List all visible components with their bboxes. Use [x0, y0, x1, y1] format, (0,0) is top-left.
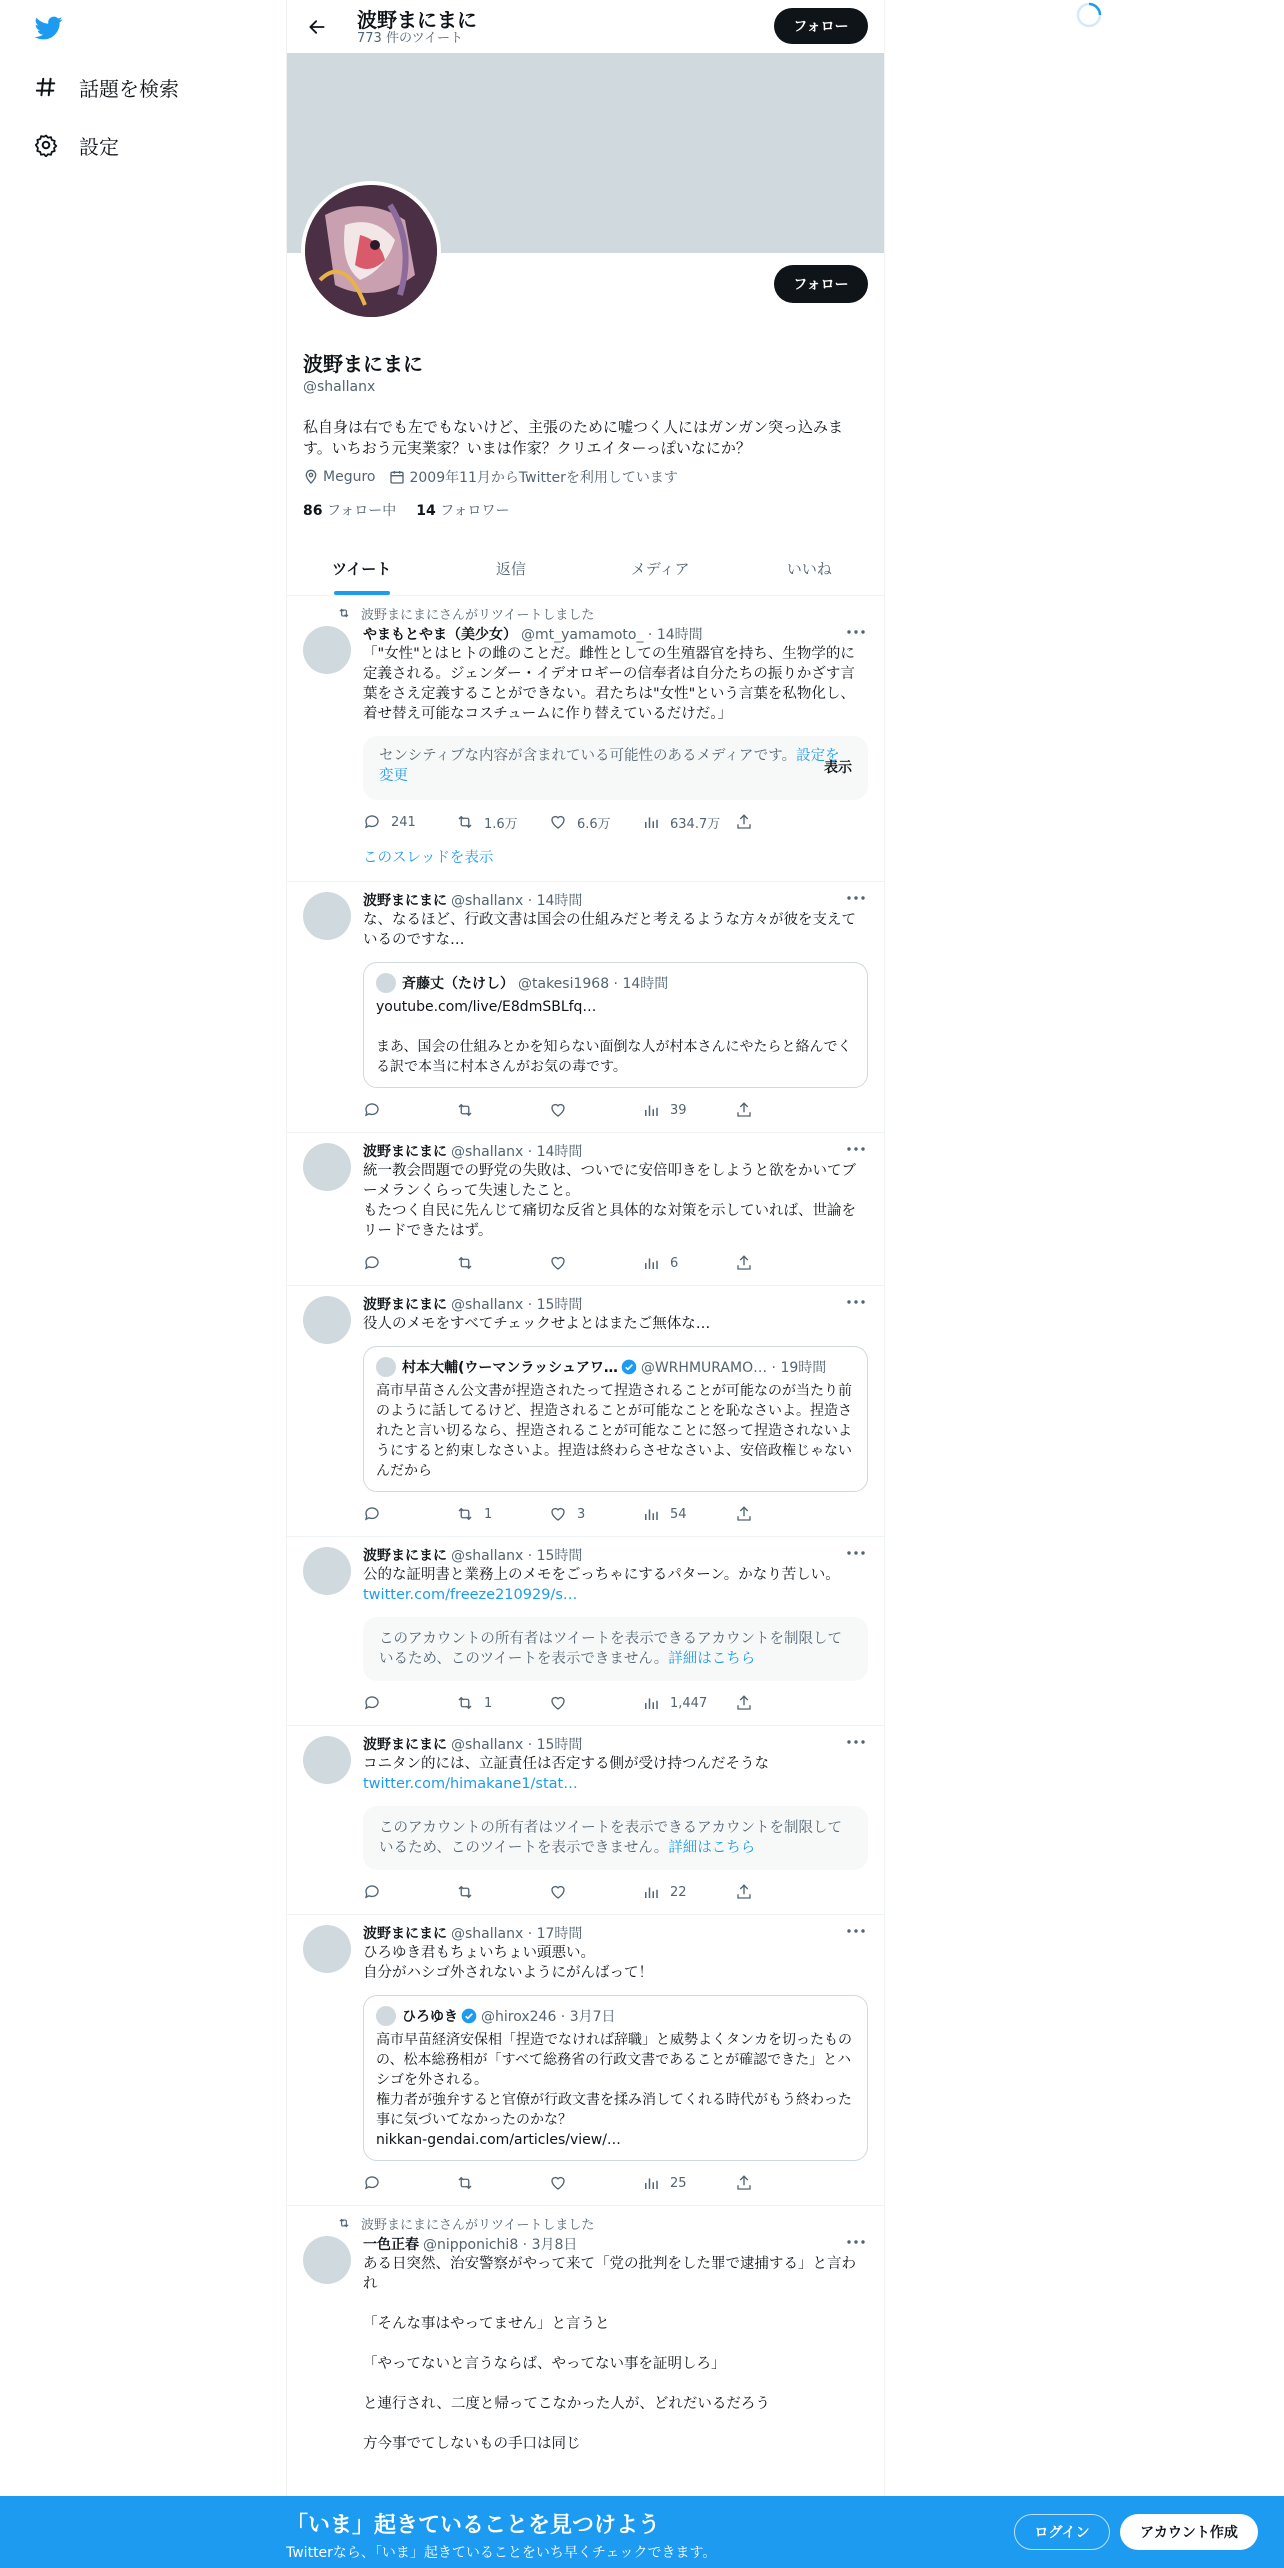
more-dots-icon: [847, 896, 865, 900]
retweet-icon: [337, 606, 351, 620]
share-button[interactable]: [735, 1254, 828, 1272]
like-button[interactable]: [549, 813, 642, 832]
back-button[interactable]: [299, 9, 335, 45]
tweet-author-name[interactable]: 波野まにまに: [363, 1926, 447, 1942]
views-chart-icon: [642, 1101, 660, 1119]
retweet-icon: [456, 2174, 474, 2192]
quote-meta: @WRHMURAMO… · 19時間: [640, 1360, 827, 1376]
share-icon: [735, 2174, 753, 2192]
views-button[interactable]: [642, 1883, 735, 1901]
tab-media[interactable]: メディア: [630, 560, 690, 578]
share-icon: [735, 813, 753, 831]
more-options-button[interactable]: [844, 1732, 868, 1752]
tweet-meta: @mt_yamamoto_ · 14時間: [521, 627, 703, 643]
more-options-button[interactable]: [844, 1921, 868, 1941]
following-label: フォロー中: [326, 503, 397, 519]
sensitive-media-notice: [363, 736, 868, 800]
retweet-icon: [456, 1505, 474, 1523]
tweet-actions: [363, 1088, 868, 1132]
quoted-tweet[interactable]: [363, 962, 868, 1088]
profile-name: 波野まにまに: [303, 352, 423, 376]
more-dots-icon: [847, 1147, 865, 1151]
tweet-avatar[interactable]: [303, 1296, 351, 1344]
reply-button[interactable]: [363, 1694, 456, 1712]
learn-more-link[interactable]: 詳細はこちら: [668, 1651, 756, 1667]
tweet-actions: [363, 800, 868, 844]
following-stat[interactable]: [303, 500, 396, 520]
header-follow-button[interactable]: フォロー: [774, 8, 868, 44]
more-options-button[interactable]: [844, 1139, 868, 1159]
quote-meta: @hirox246 · 3月7日: [481, 2009, 616, 2025]
profile-avatar[interactable]: [301, 181, 441, 321]
views-count: 25: [670, 2175, 687, 2191]
reply-icon: [363, 813, 381, 831]
loading-spinner-icon: [1076, 2, 1102, 28]
tweet[interactable]: [287, 1286, 884, 1537]
tab-replies[interactable]: 返信: [495, 560, 526, 578]
reply-button[interactable]: [363, 813, 456, 831]
tweet[interactable]: [287, 1537, 884, 1726]
change-settings-link[interactable]: 設定を変更: [379, 748, 840, 784]
tweet-author-name[interactable]: 一色正春: [363, 2237, 419, 2253]
quote-text: 高市早苗さん公文書が捏造されたって捏造されることが可能なのが当たり前のように話してるけど、捏造されることが可能なことを恥なさいよ。捏造されたと言い切るなら、捏造されることが可能なことに怒って捏造されないようにすると約束しなさいよ。捏造は終わらさせなさいよ、安倍政権じゃないんだから: [376, 1383, 852, 1479]
tweet[interactable]: [287, 2206, 884, 2454]
profile-joined-text: 2009年11月からTwitterを利用しています: [409, 470, 678, 486]
nav-explore[interactable]: [33, 67, 179, 107]
more-dots-icon: [847, 630, 865, 634]
tweet[interactable]: [287, 1133, 884, 1286]
following-count: 86: [303, 503, 323, 519]
retweet-icon: [456, 813, 474, 831]
tweet-author-name[interactable]: 波野まにまに: [363, 1737, 447, 1753]
tweet-meta: @nipponichi8 · 3月8日: [423, 2237, 578, 2253]
retweeted-by-text: 波野まにまにさんがリツイートしました: [361, 607, 595, 623]
tweet-actions: [363, 1492, 868, 1536]
share-button[interactable]: [735, 1101, 828, 1119]
tweet[interactable]: [287, 1726, 884, 1915]
views-button[interactable]: [642, 1505, 735, 1523]
tweet-avatar[interactable]: [303, 1736, 351, 1784]
gear-icon: [33, 132, 59, 158]
nav-settings-label: 設定: [79, 134, 119, 159]
quote-avatar: [376, 2006, 396, 2026]
like-button[interactable]: [549, 1101, 642, 1119]
more-dots-icon: [847, 1740, 865, 1744]
follow-button[interactable]: フォロー: [774, 265, 868, 303]
hashtag-icon: [33, 74, 59, 100]
share-button[interactable]: [735, 813, 828, 831]
sidebar: [0, 0, 286, 200]
profile-handle: @shallanx: [303, 379, 376, 395]
more-dots-icon: [847, 1551, 865, 1555]
more-options-button[interactable]: [844, 622, 868, 642]
quote-avatar: [376, 973, 396, 993]
location-pin-icon: [303, 469, 319, 485]
retweet-button[interactable]: [456, 1883, 549, 1901]
like-count: 6.6万: [577, 816, 611, 832]
tweet-avatar[interactable]: [303, 892, 351, 940]
tweet-author-name[interactable]: 波野まにまに: [363, 1548, 447, 1564]
unavailable-tweet-notice: [363, 1806, 868, 1870]
tweet-meta: @shallanx · 17時間: [451, 1926, 583, 1942]
tweet-link[interactable]: twitter.com/freeze210929/s…: [363, 1587, 578, 1603]
learn-more-link[interactable]: 詳細はこちら: [668, 1840, 756, 1856]
reply-button[interactable]: [363, 1505, 456, 1523]
reply-icon: [363, 1505, 381, 1523]
nav-settings[interactable]: [33, 125, 119, 165]
quoted-tweet[interactable]: [363, 1346, 868, 1492]
tweet-author-name[interactable]: やまもとやま（美少女）: [363, 627, 517, 643]
followers-stat[interactable]: [416, 500, 509, 520]
heart-icon: [549, 2174, 567, 2192]
retweet-icon: [456, 1883, 474, 1901]
like-button[interactable]: [549, 1505, 642, 1523]
retweet-button[interactable]: [456, 2174, 549, 2192]
quote-text: まあ、国会の仕組みとかを知らない面倒な人が村本さんにやたらと絡んでくる訳で本当に村本さんがお気の毒です。: [376, 1039, 852, 1075]
more-options-button[interactable]: [844, 888, 868, 908]
share-button[interactable]: [735, 1505, 828, 1523]
share-icon: [735, 1254, 753, 1272]
profile-location-text: Meguro: [323, 469, 376, 485]
retweet-count: 1: [484, 1506, 493, 1522]
views-button[interactable]: [642, 1694, 735, 1712]
tweet-avatar[interactable]: [303, 2236, 351, 2284]
share-icon: [735, 1883, 753, 1901]
quote-author-name: 村本大輔(ウーマンラッシュアワ…: [402, 1360, 618, 1376]
views-count: 54: [670, 1506, 687, 1522]
quoted-tweet[interactable]: [363, 1995, 868, 2161]
share-button[interactable]: [735, 2174, 828, 2192]
more-dots-icon: [847, 1929, 865, 1933]
reply-icon: [363, 1694, 381, 1712]
like-count: 3: [577, 1506, 586, 1522]
views-button[interactable]: [642, 2174, 735, 2192]
signup-prompt-title: 「いま」起きていることを見つけよう: [286, 2513, 661, 2538]
like-button[interactable]: [549, 1694, 642, 1712]
login-button[interactable]: ログイン: [1014, 2514, 1110, 2550]
profile-column: [286, 0, 885, 2568]
like-button[interactable]: [549, 2174, 642, 2192]
tweet[interactable]: [287, 882, 884, 1133]
retweet-count: 1: [484, 1695, 493, 1711]
views-count: 1,447: [670, 1695, 708, 1711]
profile-tabs: [287, 542, 884, 596]
retweet-icon: [456, 1694, 474, 1712]
retweet-button[interactable]: [456, 1101, 549, 1119]
profile-header-bar: [287, 0, 884, 53]
show-media-button[interactable]: 表示: [824, 760, 852, 776]
followers-count: 14: [416, 503, 436, 519]
retweet-indicator: [337, 2214, 868, 2232]
show-thread-link[interactable]: このスレッドを表示: [363, 850, 494, 866]
retweet-button[interactable]: [456, 1254, 549, 1272]
tweet-text: 統一教会問題での野党の失敗は、ついでに安倍叩きをしようと欲をかいてブーメランくらって失速したこと。 もたつく自民に先んじて痛切な反省と具体的な対策を示していれば、世論をリードできたはず。: [363, 1163, 856, 1239]
tweet-text: ひろゆき君もちょいちょい頭悪い。 自分がハシゴ外されないようにがんばって！: [363, 1945, 653, 1981]
reply-button[interactable]: [363, 1101, 456, 1119]
calendar-icon: [389, 469, 405, 485]
views-button[interactable]: [642, 813, 735, 832]
followers-label: フォロワー: [440, 503, 510, 519]
tweet-text: な、なるほど、行政文書は国会の仕組みだと考えるような方々が彼を支えているのですな…: [363, 912, 856, 948]
views-count: 39: [670, 1102, 687, 1118]
more-dots-icon: [847, 1300, 865, 1304]
unavailable-tweet-notice: [363, 1617, 868, 1681]
header-profile-name: 波野まにまに: [357, 7, 477, 32]
reply-icon: [363, 1101, 381, 1119]
tweet-avatar[interactable]: [303, 1547, 351, 1595]
verified-badge-icon: [621, 1359, 637, 1375]
reply-button[interactable]: [363, 1254, 456, 1272]
share-icon: [735, 1101, 753, 1119]
views-chart-icon: [642, 1694, 660, 1712]
tab-tweets[interactable]: ツイート: [287, 542, 436, 595]
heart-icon: [549, 1101, 567, 1119]
reply-button[interactable]: [363, 1883, 456, 1901]
tweet-author-name[interactable]: 波野まにまに: [363, 1297, 447, 1313]
more-options-button[interactable]: [844, 1292, 868, 1312]
quote-avatar: [376, 1357, 396, 1377]
quote-author-name: 斉藤丈（たけし）: [402, 976, 514, 992]
retweet-button[interactable]: [456, 1694, 549, 1712]
tweet-actions: [363, 2161, 868, 2205]
profile-location: [303, 469, 375, 485]
like-button[interactable]: [549, 1883, 642, 1901]
views-chart-icon: [642, 813, 660, 831]
reply-icon: [363, 2174, 381, 2192]
reply-icon: [363, 1254, 381, 1272]
verified-badge-icon: [461, 2008, 477, 2024]
tweet[interactable]: [287, 596, 884, 882]
retweet-indicator: [337, 604, 868, 622]
retweet-icon: [337, 2216, 351, 2230]
views-count: 634.7万: [670, 816, 721, 832]
views-chart-icon: [642, 1883, 660, 1901]
tweet-meta: @shallanx · 15時間: [451, 1737, 583, 1753]
more-options-button[interactable]: [844, 2232, 868, 2252]
tweet-text: ある日突然、治安警察がやって来て「党の批判をした罪で逮捕する」と言われ 「そんな事はやってません」と言うと 「やってないと言うならば、やってない事を証明しろ」 と連行され、二度と帰ってこなかった人が、どれだいるだろう 方今事でてしないもの手口は同じ: [363, 2256, 856, 2452]
quote-link[interactable]: youtube.com/live/E8dmSBLfq…: [376, 999, 597, 1015]
heart-icon: [549, 1505, 567, 1523]
quote-text: 高市早苗経済安保相「捏造でなければ辞職」と威勢よくタンカを切ったものの、松本総務相が「すべて総務省の行政文書であることが確認できた」とハシゴを外される。 権力者が強弁すると官僚が行政文書を揉み消してくれる時代がもう終わった事に気づいてなかったのかな？ nikkan-gendai.com/articles/view/…: [376, 2032, 852, 2148]
views-button[interactable]: [642, 1254, 735, 1272]
tweet-text: コニタン的には、立証責任は否定する側が受け持つんだそうな: [363, 1756, 769, 1772]
retweet-icon: [456, 1254, 474, 1272]
tweet-text: 公的な証明書と業務上のメモをごっちゃにするパターン。かなり苦しい。: [363, 1567, 840, 1583]
views-button[interactable]: [642, 1101, 735, 1119]
tweet-author-name[interactable]: 波野まにまに: [363, 893, 447, 909]
tweet-actions: [363, 1870, 868, 1914]
tweet-actions: [363, 1241, 868, 1285]
quote-meta: @takesi1968 · 14時間: [518, 976, 669, 992]
retweet-count: 1.6万: [484, 816, 518, 832]
profile-joined: [389, 467, 677, 487]
signup-prompt-subtitle: Twitterなら、「いま」起きていることをいち早くチェックできます。: [286, 2545, 717, 2561]
retweet-icon: [456, 1101, 474, 1119]
share-button[interactable]: [735, 1694, 828, 1712]
views-chart-icon: [642, 1505, 660, 1523]
views-chart-icon: [642, 2174, 660, 2192]
retweet-button[interactable]: [456, 813, 549, 832]
tweet[interactable]: [287, 1915, 884, 2206]
sensitive-text: センシティブな内容が含まれている可能性のあるメディアです。: [379, 748, 797, 764]
heart-icon: [549, 1883, 567, 1901]
tab-likes[interactable]: いいね: [786, 560, 832, 578]
tweet-meta: @shallanx · 14時間: [451, 893, 583, 909]
nav-explore-label: 話題を検索: [79, 76, 179, 101]
reply-button[interactable]: [363, 2174, 456, 2192]
heart-icon: [549, 813, 567, 831]
tweet-avatar[interactable]: [303, 1143, 351, 1191]
share-icon: [735, 1505, 753, 1523]
tweet-link[interactable]: twitter.com/himakane1/stat…: [363, 1776, 578, 1792]
quote-author-name: ひろゆき: [402, 2009, 458, 2025]
views-count: 22: [670, 1884, 687, 1900]
arrow-left-icon: [307, 17, 327, 37]
tweet-meta: @shallanx · 15時間: [451, 1548, 583, 1564]
tweet-actions: [363, 1681, 868, 1725]
profile-bio: 私自身は右でも左でもないけど、主張のために嘘つく人にはガンガン突っ込みます。いちおう元実業家？いまは作家？クリエイターっぽいなにか？: [303, 418, 844, 457]
tweet-meta: @shallanx · 15時間: [451, 1297, 583, 1313]
signup-button[interactable]: アカウント作成: [1120, 2514, 1258, 2550]
signup-prompt-bar: [0, 2496, 1284, 2568]
reply-icon: [363, 1883, 381, 1901]
views-chart-icon: [642, 1254, 660, 1272]
tweet-meta: @shallanx · 14時間: [451, 1144, 583, 1160]
reply-count: 241: [391, 814, 416, 830]
like-button[interactable]: [549, 1254, 642, 1272]
more-dots-icon: [847, 2240, 865, 2244]
retweet-button[interactable]: [456, 1505, 549, 1523]
more-options-button[interactable]: [844, 1543, 868, 1563]
tweet-author-name[interactable]: 波野まにまに: [363, 1144, 447, 1160]
views-count: 6: [670, 1255, 679, 1271]
retweeted-by-text: 波野まにまにさんがリツイートしました: [361, 2217, 595, 2233]
tweet-avatar[interactable]: [303, 626, 351, 674]
unavailable-text: このアカウントの所有者はツイートを表示できるアカウントを制限しているため、このツイートを表示できません。: [379, 1631, 842, 1667]
tweet-avatar[interactable]: [303, 1925, 351, 1973]
share-icon: [735, 1694, 753, 1712]
tweet-text: 役人のメモをすべてチェックせよとはまたご無体な…: [363, 1316, 711, 1332]
share-button[interactable]: [735, 1883, 828, 1901]
heart-icon: [549, 1694, 567, 1712]
header-tweet-count: 773 件のツイート: [357, 30, 464, 46]
unavailable-text: このアカウントの所有者はツイートを表示できるアカウントを制限しているため、このツイートを表示できません。: [379, 1820, 842, 1856]
heart-icon: [549, 1254, 567, 1272]
tweet-text: 「"女性"とはヒトの雌のことだ。雌性としての生殖器官を持ち、生物学的に定義される。ジェンダー・イデオロギーの信奉者は自分たちの振りかざす言葉をさえ定義することができない。君たちは"女性"という言葉を私物化し、着せ替え可能なコスチュームに作り替えているだけだ。」: [363, 646, 855, 722]
twitter-logo-icon[interactable]: [33, 14, 65, 42]
